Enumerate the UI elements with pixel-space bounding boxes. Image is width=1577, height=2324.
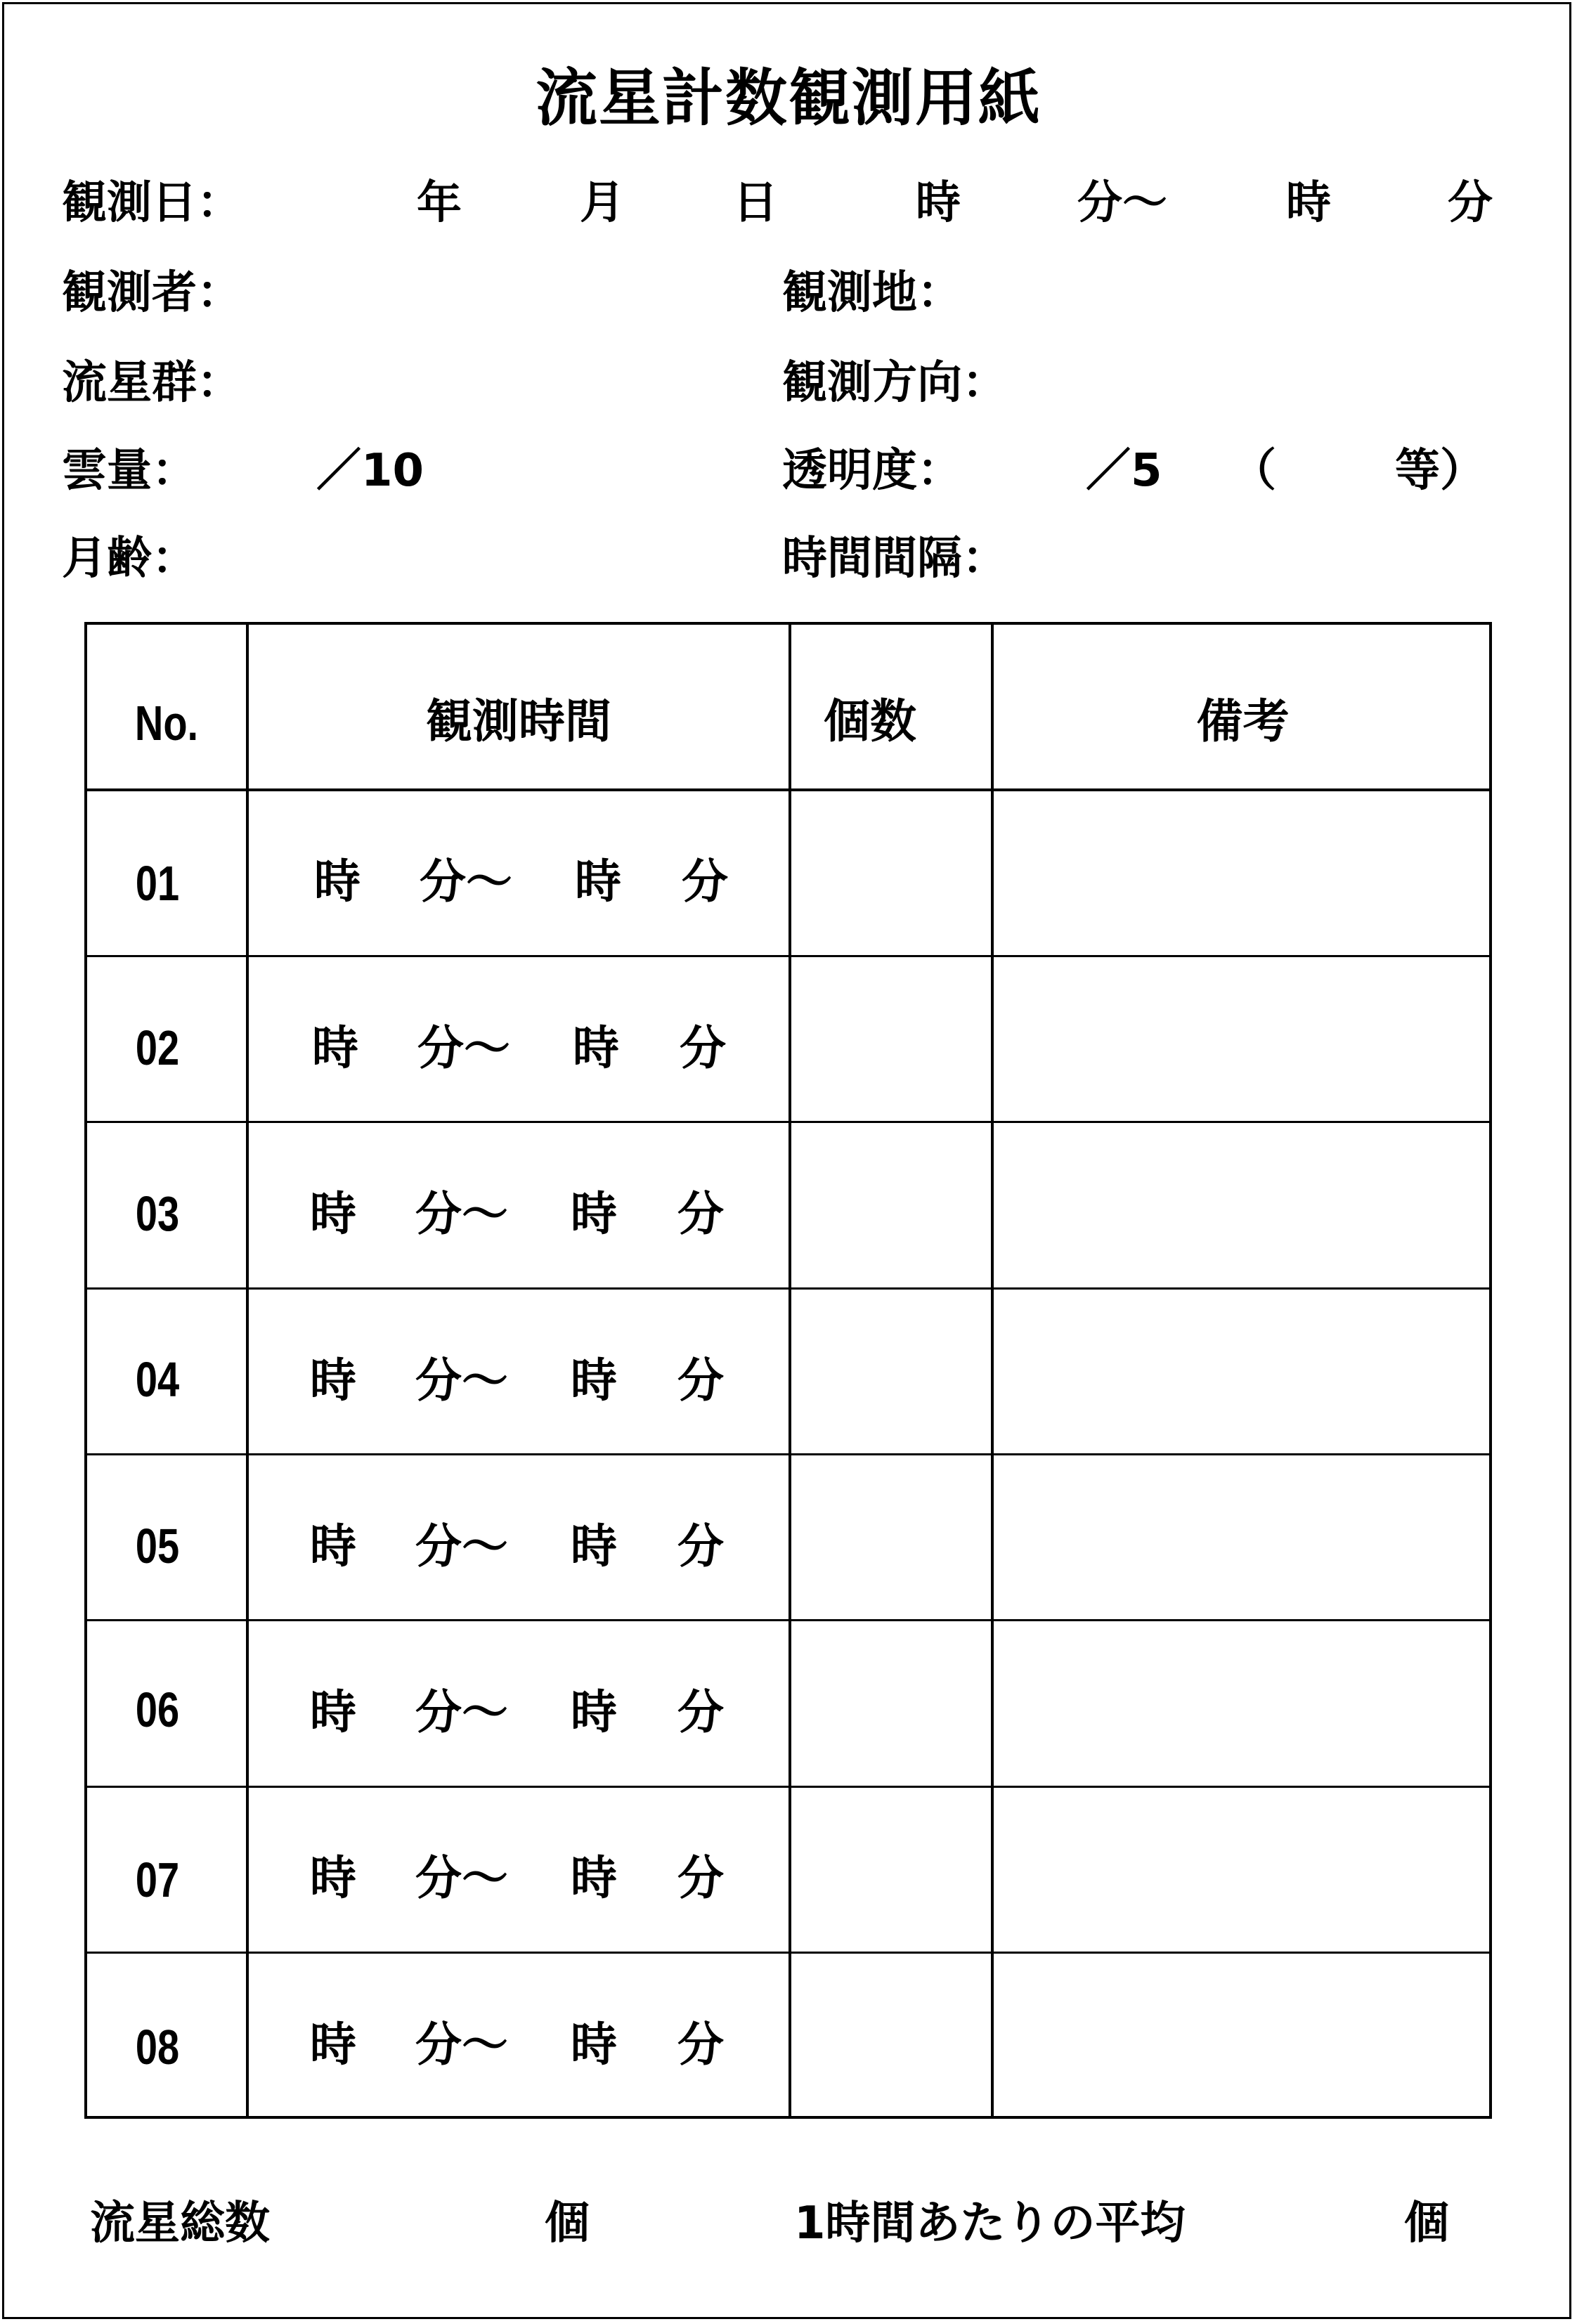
row-divider (84, 955, 1492, 957)
time-unit-start-hour: 時 (314, 855, 361, 909)
column-divider (246, 622, 249, 2119)
time-unit-start-hour: 時 (310, 1851, 356, 1905)
column-header-count: 個数 (824, 694, 916, 748)
time-unit-end-minute: 分 (677, 1685, 724, 1739)
moon-age-label: 月齢： (62, 533, 197, 585)
time-unit-start-minute: 分〜 (415, 1187, 508, 1241)
date-label: 観測日： (62, 177, 242, 229)
time-unit-start-hour: 時 (310, 1519, 356, 1573)
time-unit-start-minute: 分〜 (415, 2018, 508, 2072)
time-unit-start-minute: 分〜 (417, 1021, 510, 1075)
time-unit-start-minute: 分〜 (415, 1519, 508, 1573)
row-number: 02 (135, 1020, 180, 1075)
row-divider (84, 1121, 1492, 1123)
cloud-label: 雲量： (62, 445, 197, 497)
row-number: 04 (135, 1352, 180, 1407)
time-unit-end-minute: 分 (680, 1021, 726, 1075)
row-number: 08 (135, 2020, 180, 2075)
row-number: 05 (135, 1519, 180, 1573)
time-unit-end-minute: 分 (677, 1519, 724, 1573)
page-title: 流星計数観測用紙 (535, 62, 1041, 134)
row-divider (84, 1287, 1492, 1290)
row-number: 06 (135, 1682, 180, 1737)
time-unit-end-minute: 分 (677, 1851, 724, 1905)
average-unit: 個 (1404, 2198, 1449, 2250)
column-header-no: No. (134, 696, 199, 751)
row-number: 01 (135, 856, 180, 911)
time-unit-start-minute: 分〜 (415, 1851, 508, 1905)
date-unit-start-minute: 分〜 (1077, 177, 1167, 229)
row-divider (84, 1786, 1492, 1788)
column-divider (788, 622, 791, 2119)
shower-label: 流星群： (62, 357, 242, 409)
time-unit-start-hour: 時 (310, 2018, 356, 2072)
time-unit-start-hour: 時 (312, 1021, 358, 1075)
column-header-time: 観測時間 (426, 694, 611, 748)
time-unit-start-minute: 分〜 (420, 855, 512, 909)
time-unit-end-minute: 分 (677, 2018, 724, 2072)
cloud-scale: ／10 (316, 445, 424, 497)
column-divider (991, 622, 994, 2119)
time-unit-end-hour: 時 (571, 1685, 617, 1739)
time-unit-end-hour: 時 (571, 1519, 617, 1573)
row-number: 03 (135, 1186, 180, 1241)
time-unit-end-hour: 時 (571, 2018, 617, 2072)
time-unit-end-minute: 分 (677, 1187, 724, 1241)
time-unit-start-hour: 時 (310, 1685, 356, 1739)
magnitude-close: 等） (1395, 445, 1485, 497)
date-unit-end-hour: 時 (1286, 177, 1331, 229)
transparency-scale: ／5 (1086, 445, 1162, 497)
column-header-notes: 備考 (1196, 694, 1290, 748)
time-unit-end-minute: 分 (682, 855, 728, 909)
row-divider (84, 1619, 1492, 1621)
total-label: 流星総数 (90, 2198, 270, 2250)
time-unit-start-minute: 分〜 (415, 1685, 508, 1739)
total-unit: 個 (545, 2198, 590, 2250)
date-unit-year: 年 (417, 177, 462, 229)
time-unit-end-hour: 時 (571, 1851, 617, 1905)
date-unit-day: 日 (733, 177, 778, 229)
date-unit-month: 月 (580, 177, 625, 229)
row-divider (84, 1952, 1492, 1954)
time-unit-start-hour: 時 (310, 1353, 356, 1408)
row-divider (84, 1453, 1492, 1455)
header-divider (84, 788, 1492, 791)
time-unit-start-minute: 分〜 (415, 1353, 508, 1408)
location-label: 観測地： (782, 267, 962, 319)
date-unit-end-minute: 分 (1448, 177, 1493, 229)
interval-label: 時間間隔： (782, 533, 1007, 585)
time-unit-end-hour: 時 (573, 1021, 619, 1075)
row-number: 07 (135, 1852, 180, 1907)
transparency-label: 透明度： (782, 445, 962, 497)
magnitude-open: （ (1231, 445, 1276, 497)
time-unit-end-hour: 時 (575, 855, 621, 909)
direction-label: 観測方向： (782, 357, 1007, 409)
average-label: 1時間あたりの平均 (794, 2198, 1186, 2250)
time-unit-start-hour: 時 (310, 1187, 356, 1241)
date-unit-start-hour: 時 (916, 177, 961, 229)
time-unit-end-hour: 時 (571, 1353, 617, 1408)
time-unit-end-minute: 分 (677, 1353, 724, 1408)
time-unit-end-hour: 時 (571, 1187, 617, 1241)
observer-label: 観測者： (62, 267, 242, 319)
